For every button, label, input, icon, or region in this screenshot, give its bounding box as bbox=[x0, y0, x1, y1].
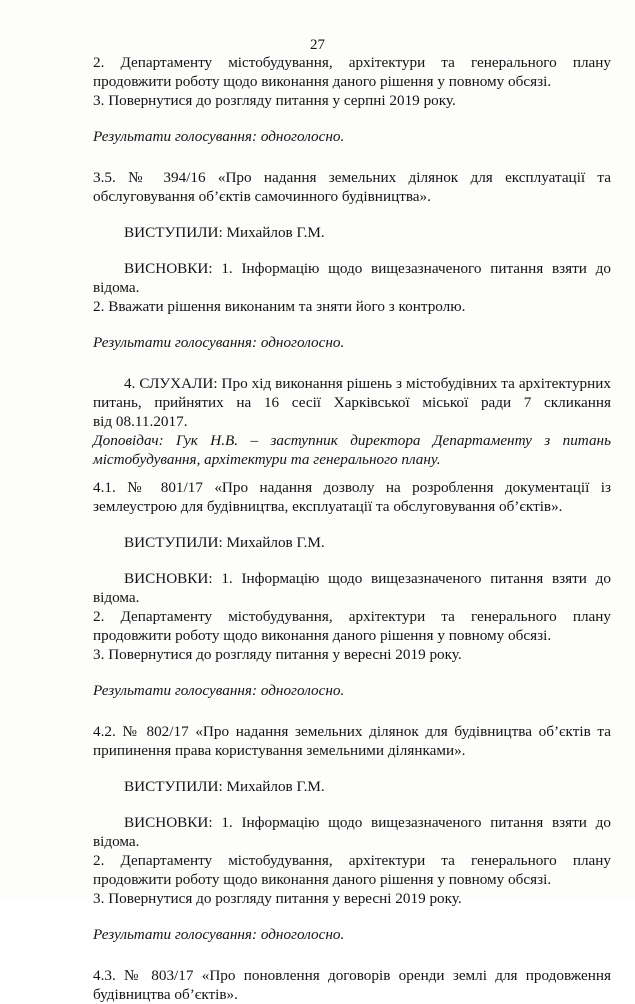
text-line: питань, прийнятих на 16 сесії Харківської міської ради 7 скликання bbox=[93, 394, 611, 411]
agenda-item-4 bbox=[93, 374, 611, 431]
text-line: 2. Вважати рішення виконаним та зняти його з контролю. bbox=[93, 298, 466, 315]
spoke-line: ВИСТУПИЛИ: Михайлов Г.М. bbox=[124, 778, 325, 795]
spoke-line: ВИСТУПИЛИ: Михайлов Г.М. bbox=[124, 534, 325, 551]
voting-result: Результати голосування: одноголосно. bbox=[93, 334, 345, 351]
text-line: продовжити роботу щодо виконання даного рішення у повному обсязі. bbox=[93, 871, 552, 888]
conclusions bbox=[93, 569, 611, 664]
speaker-info bbox=[93, 431, 611, 469]
text-line: відома. bbox=[93, 279, 140, 296]
voting-result: Результати голосування: одноголосно. bbox=[93, 926, 345, 943]
decision-continuation bbox=[93, 53, 611, 110]
voting-result: Результати голосування: одноголосно. bbox=[93, 682, 345, 699]
text-line: землеустрою для будівництва, експлуатації та обслуговування об’єктів». bbox=[93, 498, 563, 515]
text-line: 3. Повернутися до розгляду питання у вересні 2019 року. bbox=[93, 890, 462, 907]
text-line: Доповідач: Гук Н.В. – заступник директора Департаменту з питань bbox=[93, 432, 611, 449]
text-line: 4. СЛУХАЛИ: Про хід виконання рішень з містобудівних та архітектурних bbox=[124, 375, 611, 392]
text-line: 4.2. № 802/17 «Про надання земельних ділянок для будівництва об’єктів та bbox=[93, 723, 611, 740]
text-line: 4.1. № 801/17 «Про надання дозволу на розроблення документації із bbox=[93, 479, 611, 496]
text-line: 4.3. № 803/17 «Про поновлення договорів оренди землі для продовження bbox=[93, 967, 611, 984]
text-line: ВИСНОВКИ: 1. Інформацію щодо вищезазначеного питання взяти до bbox=[124, 570, 611, 587]
document-body bbox=[93, 53, 611, 1004]
text-line: 3. Повернутися до розгляду питання у вересні 2019 року. bbox=[93, 646, 462, 663]
text-line: 2. Департаменту містобудування, архітектури та генерального плану bbox=[93, 852, 611, 869]
text-line: 2. Департаменту містобудування, архітектури та генерального плану bbox=[93, 608, 611, 625]
text-line: містобудування, архітектури та генерального плану. bbox=[93, 451, 441, 468]
text-line: продовжити роботу щодо виконання даного рішення у повному обсязі. bbox=[93, 627, 552, 644]
text-line: продовжити роботу щодо виконання даного рішення у повному обсязі. bbox=[93, 73, 552, 90]
text-line: обслуговування об’єктів самочинного будівництва». bbox=[93, 188, 431, 205]
agenda-item-4-2 bbox=[93, 722, 611, 760]
voting-result: Результати голосування: одноголосно. bbox=[93, 128, 345, 145]
conclusions bbox=[93, 813, 611, 908]
agenda-item-4-1 bbox=[93, 478, 611, 516]
spoke-line: ВИСТУПИЛИ: Михайлов Г.М. bbox=[124, 224, 325, 241]
agenda-item-3-5 bbox=[93, 168, 611, 206]
text-line: 3.5. № 394/16 «Про надання земельних ділянок для експлуатації та bbox=[93, 169, 611, 186]
page-number: 27 bbox=[310, 37, 325, 53]
agenda-item-4-3 bbox=[93, 966, 611, 1004]
text-line: відома. bbox=[93, 833, 140, 850]
text-line: 3. Повернутися до розгляду питання у серпні 2019 року. bbox=[93, 92, 456, 109]
text-line: будівництва об’єктів». bbox=[93, 986, 238, 1003]
text-line: ВИСНОВКИ: 1. Інформацію щодо вищезазначеного питання взяти до bbox=[124, 260, 611, 277]
text-line: ВИСНОВКИ: 1. Інформацію щодо вищезазначеного питання взяти до bbox=[124, 814, 611, 831]
text-line: від 08.11.2017. bbox=[93, 413, 188, 430]
text-line: відома. bbox=[93, 589, 140, 606]
text-line: 2. Департаменту містобудування, архітектури та генерального плану bbox=[93, 54, 611, 71]
text-line: припинення права користування земельними ділянками». bbox=[93, 742, 466, 759]
conclusions bbox=[93, 259, 611, 316]
